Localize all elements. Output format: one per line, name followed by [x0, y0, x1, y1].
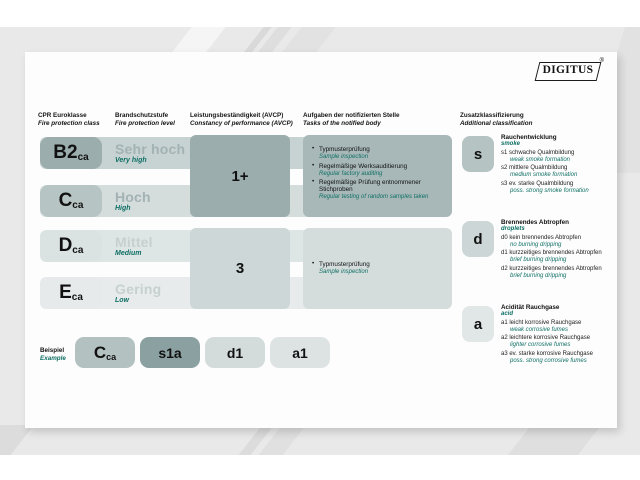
section-title-en: smoke [501, 141, 521, 147]
avcp-box-1plus [190, 135, 290, 217]
column-header-class [38, 112, 100, 128]
symbol-label: a [473, 315, 483, 333]
tasks-box-2 [303, 228, 452, 309]
level-high [115, 189, 151, 212]
example-box-cca [75, 337, 135, 368]
tasks-list [319, 228, 448, 275]
classification-item [501, 165, 615, 178]
header-en: Additional classification [460, 120, 533, 128]
item-en: weak corrosive fumes [510, 326, 569, 333]
classification-item [501, 150, 615, 163]
avcp-label: 1+ [231, 167, 249, 185]
example-value: s1a [158, 344, 182, 361]
example-box-d1 [205, 337, 265, 368]
classification-item [501, 235, 615, 248]
digitus-logo [537, 58, 604, 81]
item-de: a1 leicht korrosive Rauchgase [501, 319, 582, 326]
class-pill-cca [40, 185, 102, 217]
header-en: Fire protection level [115, 120, 175, 128]
column-header-tasks [303, 112, 400, 128]
level-en: Very high [115, 157, 147, 164]
section-title-de: Rauchentwicklung [501, 134, 557, 141]
classification-item [501, 250, 615, 263]
task-item [319, 163, 448, 177]
column-header-avcp [190, 112, 293, 128]
section-title-en: droplets [501, 226, 525, 232]
section-title-en: acid [501, 311, 514, 317]
class-label: B2 [53, 142, 78, 163]
class-subscript: ca [72, 245, 84, 256]
example-value: a1 [292, 344, 308, 361]
symbol-pill-smoke [462, 136, 494, 172]
item-de: d2 kurzzeitiges brennendes Abtropfen [501, 265, 602, 272]
class-pill-dca [40, 230, 102, 262]
classification-item [501, 335, 615, 348]
class-label: C [58, 190, 73, 211]
item-de: s2 mittlere Qualmbildung [501, 165, 568, 171]
classification-item [501, 320, 615, 333]
column-header-level [115, 112, 175, 128]
item-en: brief burning dripping [510, 257, 567, 263]
diagonal-stripe [0, 425, 34, 455]
task-de: • Regelmäßige Werksauditierung [319, 163, 448, 170]
level-low [115, 281, 161, 304]
level-de: Hoch [115, 189, 151, 205]
additional-section-droplets [501, 219, 615, 279]
document-page [25, 52, 617, 428]
classification-item [501, 266, 615, 279]
task-item [319, 261, 448, 275]
symbol-label: d [473, 230, 483, 248]
classification-item [501, 181, 615, 194]
avcp-box-3 [190, 228, 290, 309]
symbol-pill-acid [462, 306, 494, 342]
task-en: Sample inspection [319, 269, 369, 275]
header-de: Aufgaben der notifizierten Stelle [303, 112, 400, 119]
header-en: Constancy of performance (AVCP) [190, 120, 293, 128]
level-de: Gering [115, 281, 162, 297]
section-title-de: Brennendes Abtropfen [501, 219, 569, 226]
symbol-label: s [473, 145, 483, 163]
symbol-pill-droplets [462, 221, 494, 257]
section-title-de: Acidität Rauchgase [501, 304, 560, 311]
item-de: a3 ev. starke korrosive Rauchgase [501, 350, 593, 357]
example-box-s1a [140, 337, 200, 368]
class-pill-eca [40, 277, 102, 309]
registered-trademark-icon: ® [599, 58, 604, 64]
class-subscript: ca [72, 200, 84, 211]
classification-item [501, 351, 615, 364]
example-value: C [93, 342, 107, 362]
additional-section-smoke [501, 134, 615, 194]
task-item [319, 179, 448, 200]
example-value: d1 [226, 344, 244, 361]
task-de: • Regelmäßige Prüfung entnommener Stichproben [319, 179, 448, 193]
item-de: d0 kein brennendes Abtropfen [501, 234, 582, 241]
class-subscript: ca [71, 292, 83, 303]
task-de: • Typmusterprüfung [319, 261, 448, 268]
item-en: poss. strong corrosive fumes [510, 357, 587, 364]
level-de: Mittel [115, 234, 153, 250]
level-en: Low [115, 297, 129, 304]
tasks-list [319, 135, 448, 200]
column-header-additional [460, 112, 532, 128]
level-medium [115, 234, 153, 257]
avcp-label: 3 [235, 260, 245, 277]
header-de: Leistungsbeständigkeit (AVCP) [190, 112, 284, 119]
item-de: d1 kurzzeitiges brennendes Abtropfen [501, 250, 602, 256]
level-de: Sehr hoch [115, 141, 186, 157]
class-label: D [58, 235, 73, 256]
task-en: Regular factory auditing [319, 170, 383, 177]
item-de: a2 leichtere korrosive Rauchgase [501, 335, 591, 341]
header-de: CPR Euroklasse [38, 112, 87, 119]
example-subscript: ca [106, 351, 117, 362]
example-label-de: Beispiel [40, 347, 65, 354]
example-box-a1 [270, 337, 330, 368]
header-en: Fire protection class [38, 120, 100, 128]
header-en: Tasks of the notified body [303, 120, 381, 128]
header-de: Zusatzklassifizierung [460, 112, 524, 119]
item-en: poss. strong smoke formation [510, 187, 589, 194]
task-en: Sample inspection [319, 154, 369, 160]
item-en: medium smoke formation [510, 172, 578, 178]
task-de: • Typmusterprüfung [319, 146, 448, 153]
example-label [40, 347, 66, 363]
logo-text: DIGITUS [542, 64, 594, 76]
additional-section-acid [501, 304, 615, 364]
class-pill-b2ca [40, 137, 102, 169]
class-subscript: ca [77, 152, 89, 163]
task-en: Regular testing of random samples taken [319, 194, 429, 200]
item-en: weak smoke formation [510, 156, 571, 163]
level-en: Medium [115, 250, 142, 257]
level-en: High [115, 205, 131, 212]
item-de: s3 ev. starke Qualmbildung [501, 180, 574, 187]
class-label: E [59, 282, 72, 303]
header-de: Brandschutzstufe [115, 112, 169, 119]
item-en: brief burning dripping [510, 272, 567, 279]
item-en: lighter corrosive fumes [510, 342, 571, 348]
item-de: s1 schwache Qualmbildung [501, 149, 575, 156]
item-en: no burning dripping [510, 241, 562, 248]
example-label-en: Example [40, 355, 66, 363]
task-item [319, 146, 448, 160]
level-very-high [115, 141, 185, 164]
tasks-box-1 [303, 135, 452, 217]
